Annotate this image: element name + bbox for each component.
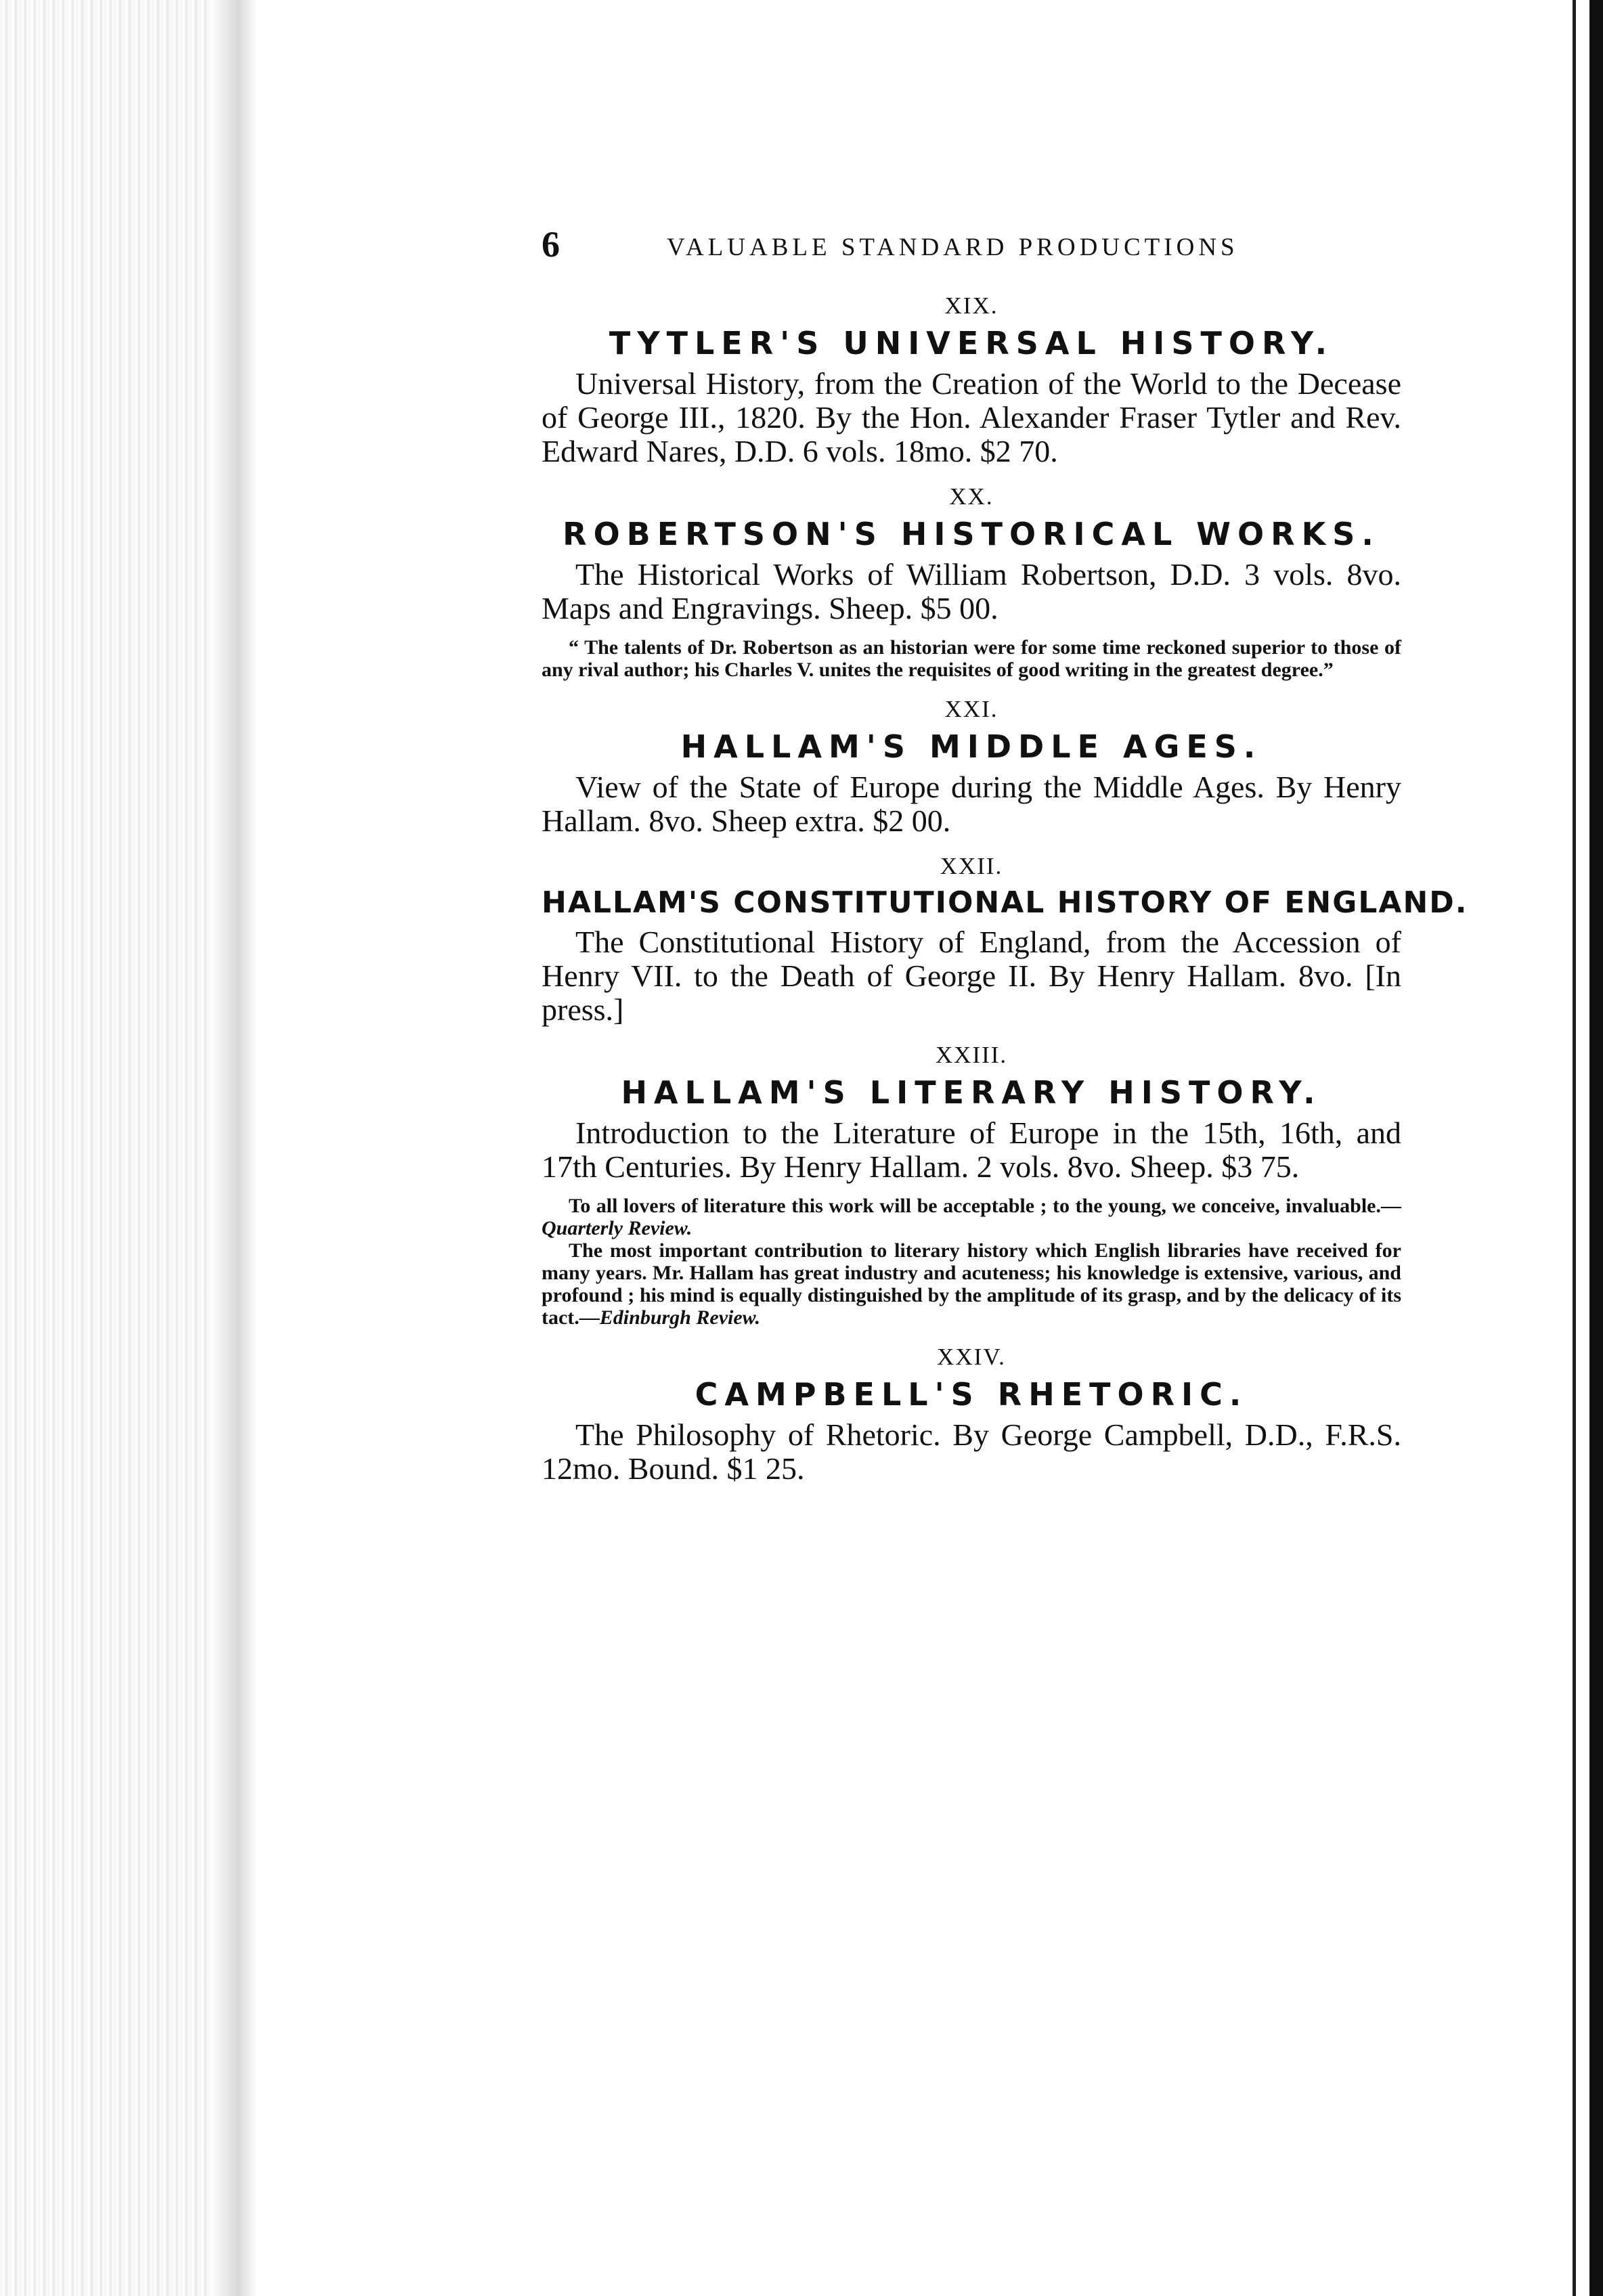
- entry-quote: [542, 1239, 1401, 1329]
- quote-source: Quarterly Review.: [542, 1217, 693, 1239]
- entry-number: XXIV.: [937, 1344, 1006, 1370]
- catalog-entry-xxiii: [542, 1042, 1401, 1329]
- page-content: [542, 223, 1468, 1486]
- right-edge: [1589, 0, 1603, 2296]
- entry-number: XXII.: [940, 853, 1003, 879]
- quote-text: The most important contribution to literary history which English libraries have received for many years. Mr. Hallam has great industry and acuteness; his knowledge is extensive, various, and profound ; his mind is equally distinguished by the amplitude of its grasp, and by the delicacy of its tact.—: [542, 1239, 1401, 1329]
- right-edge-line: [1573, 0, 1576, 2296]
- quote-text: To all lovers of literature this work will be acceptable ; to the young, we conceive, invaluable.—: [569, 1195, 1401, 1217]
- catalog-entry-xxii: [542, 853, 1468, 1027]
- entry-description: The Historical Works of William Robertson, D.D. 3 vols. 8vo. Maps and Engravings. Sheep. $5 00.: [542, 557, 1401, 625]
- entry-number: XX.: [949, 483, 994, 510]
- entry-title: HALLAM'S LITERARY HISTORY.: [621, 1074, 1322, 1111]
- page-number: 6: [542, 224, 560, 265]
- entry-description: Universal History, from the Creation of the World to the Decease of George III., 1820. By the Hon. Alexander Fraser Tytler and Rev. Edward Nares, D.D. 6 vols. 18mo. $2 70.: [542, 366, 1401, 468]
- catalog-entry-xxi: [542, 696, 1401, 838]
- running-title: VALUABLE STANDARD PRODUCTIONS: [667, 234, 1239, 261]
- entry-description: View of the State of Europe during the Middle Ages. By Henry Hallam. 8vo. Sheep extra. $2 00.: [542, 770, 1401, 838]
- entry-title: CAMPBELL'S RHETORIC.: [695, 1376, 1248, 1413]
- entry-title: TYTLER'S UNIVERSAL HISTORY.: [609, 325, 1334, 361]
- quote-source: Edinburgh Review.: [599, 1306, 761, 1329]
- catalog-entry-xx: [542, 483, 1401, 681]
- entry-description: Introduction to the Literature of Europe in the 15th, 16th, and 17th Centuries. By Henry Hallam. 2 vols. 8vo. Sheep. $3 75.: [542, 1116, 1401, 1184]
- entry-number: XXIII.: [935, 1042, 1008, 1068]
- entry-quote: [542, 1195, 1401, 1239]
- binding-shadow: [210, 0, 257, 2296]
- entry-title: HALLAM'S CONSTITUTIONAL HISTORY OF ENGLAND.: [542, 885, 1468, 920]
- entry-description: The Constitutional History of England, from the Accession of Henry VII. to the Death of George II. By Henry Hallam. 8vo. [In press.]: [542, 925, 1401, 1027]
- entry-number: XIX.: [944, 292, 998, 319]
- catalog-entry-xxiv: [542, 1344, 1401, 1486]
- running-head: [542, 223, 1401, 278]
- entry-quote: “ The talents of Dr. Robertson as an historian were for some time reckoned superior to those of any rival author; his Charles V. unites the requisites of good writing in the greatest degree.”: [542, 636, 1401, 681]
- catalog-entry-xix: [542, 292, 1401, 468]
- entry-number: XXI.: [944, 696, 998, 722]
- entry-title: ROBERTSON'S HISTORICAL WORKS.: [563, 516, 1380, 552]
- entry-description: The Philosophy of Rhetoric. By George Campbell, D.D., F.R.S. 12mo. Bound. $1 25.: [542, 1417, 1401, 1486]
- entry-title: HALLAM'S MIDDLE AGES.: [680, 728, 1262, 765]
